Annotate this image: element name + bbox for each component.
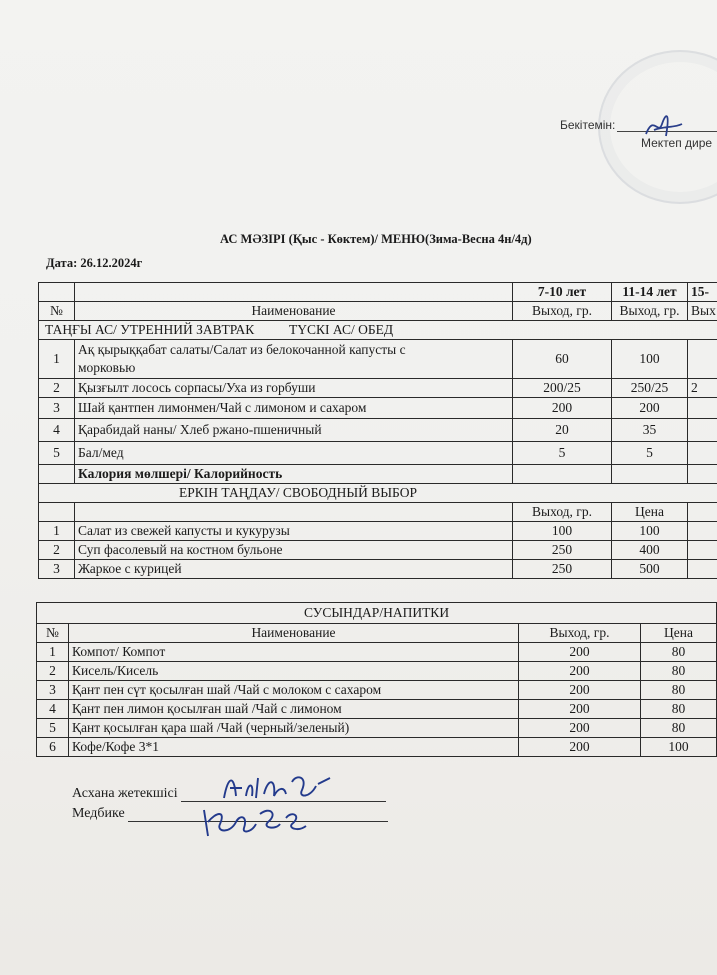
dish-name: Қызғылт лосось сорпасы/Уха из горбуши <box>75 379 513 398</box>
age-group-row <box>39 283 717 302</box>
dish-name: Қарабидай наны/ Хлеб ржано-пшеничный <box>75 419 513 442</box>
drink-name: Кисель/Кисель <box>69 662 519 681</box>
table-row: 2 Суп фасолевый на костном бульоне 250 400 <box>39 541 717 560</box>
header-row <box>39 302 717 321</box>
nurse-signature <box>196 800 316 842</box>
table-row: 4 Қант пен лимон қосылған шай /Чай с лимоном 200 80 <box>37 700 717 719</box>
table-row: 3 Шай қантпен лимонмен/Чай с лимоном и сахаром 200 200 <box>39 398 717 419</box>
table-row: 3 Қант пен сүт қосылған шай /Чай с молоком с сахаром 200 80 <box>37 681 717 700</box>
drink-name: Компот/ Компот <box>69 643 519 662</box>
approval-label: Бекітемін: <box>560 118 616 132</box>
col-no: № <box>39 302 75 321</box>
free-choice-header: ЕРКІН ТАҢДАУ/ СВОБОДНЫЙ ВЫБОР <box>39 484 717 503</box>
meal-header-row <box>39 321 717 340</box>
col-output-1: Выход, гр. <box>513 302 612 321</box>
menu-table <box>38 282 717 579</box>
dish-name: Ақ қырыққабат салаты/Салат из белокочанной капусты с <box>78 342 406 357</box>
drinks-header-row <box>37 603 717 624</box>
col-output-3: Вых <box>688 302 717 321</box>
col-output-2: Выход, гр. <box>612 302 688 321</box>
table-row: 4 Қарабидай наны/ Хлеб ржано-пшеничный 20 35 <box>39 419 717 442</box>
table-row: 1 Ақ қырыққабат салаты/Салат из белокочанной капусты с морковью 60 100 <box>39 340 717 379</box>
free-choice-header-row <box>39 484 717 503</box>
table-row: 2 Кисель/Кисель 200 80 <box>37 662 717 681</box>
dish-name: Бал/мед <box>75 442 513 465</box>
director-label: Мектеп дире <box>641 136 713 150</box>
col-output: Выход, гр. <box>519 624 641 643</box>
table-row: 5 Бал/мед 5 5 <box>39 442 717 465</box>
table-row: 1 Компот/ Компот 200 80 <box>37 643 717 662</box>
calorie-row <box>39 465 717 484</box>
drink-name: Қант қосылған қара шай /Чай (черный/зеленый) <box>69 719 519 738</box>
drink-name: Кофе/Кофе 3*1 <box>69 738 519 757</box>
age-11-14: 11-14 лет <box>612 283 688 302</box>
lunch-header: ТҮСКІ АС/ ОБЕД <box>289 322 394 337</box>
free-col-output: Выход, гр. <box>513 503 612 522</box>
col-name: Наименование <box>69 624 519 643</box>
calorie-label: Калория мөлшері/ Калорийность <box>75 465 513 484</box>
page-title: АС МӘЗІРІ (Қыс - Көктем)/ МЕНЮ(Зима-Весна 4н/4д) <box>220 232 532 246</box>
col-no: № <box>37 624 69 643</box>
col-price: Цена <box>641 624 717 643</box>
dish-name: Салат из свежей капусты и кукурузы <box>75 522 513 541</box>
dish-name: Суп фасолевый на костном бульоне <box>75 541 513 560</box>
drinks-header: СУСЫНДАР/НАПИТКИ <box>37 603 717 624</box>
drinks-table <box>36 602 717 757</box>
cook-label: Асхана жетекшісі <box>72 786 178 801</box>
header-row <box>37 624 717 643</box>
dish-name: Шай қантпен лимонмен/Чай с лимоном и сахаром <box>75 398 513 419</box>
table-row: 2 Қызғылт лосось сорпасы/Уха из горбуши 200/25 250/25 2 <box>39 379 717 398</box>
age-7-10: 7-10 лет <box>513 283 612 302</box>
drink-name: Қант пен сүт қосылған шай /Чай с молоком с сахаром <box>69 681 519 700</box>
age-15: 15- <box>688 283 717 302</box>
free-choice-col-row <box>39 503 717 522</box>
col-name: Наименование <box>75 302 513 321</box>
table-row: 5 Қант қосылған қара шай /Чай (черный/зеленый) 200 80 <box>37 719 717 738</box>
breakfast-header: ТАҢҒЫ АС/ УТРЕННИЙ ЗАВТРАК <box>45 322 255 337</box>
dish-name: Жаркое с курицей <box>75 560 513 579</box>
dish-name-cont: морковью <box>78 360 136 375</box>
drink-name: Қант пен лимон қосылған шай /Чай с лимоном <box>69 700 519 719</box>
table-row: 6 Кофе/Кофе 3*1 200 100 <box>37 738 717 757</box>
free-col-price: Цена <box>612 503 688 522</box>
menu-date: Дата: 26.12.2024г <box>46 256 143 270</box>
table-row: 1 Салат из свежей капусты и кукурузы 100 100 <box>39 522 717 541</box>
nurse-label: Медбике <box>72 806 125 821</box>
table-row: 3 Жаркое с курицей 250 500 <box>39 560 717 579</box>
